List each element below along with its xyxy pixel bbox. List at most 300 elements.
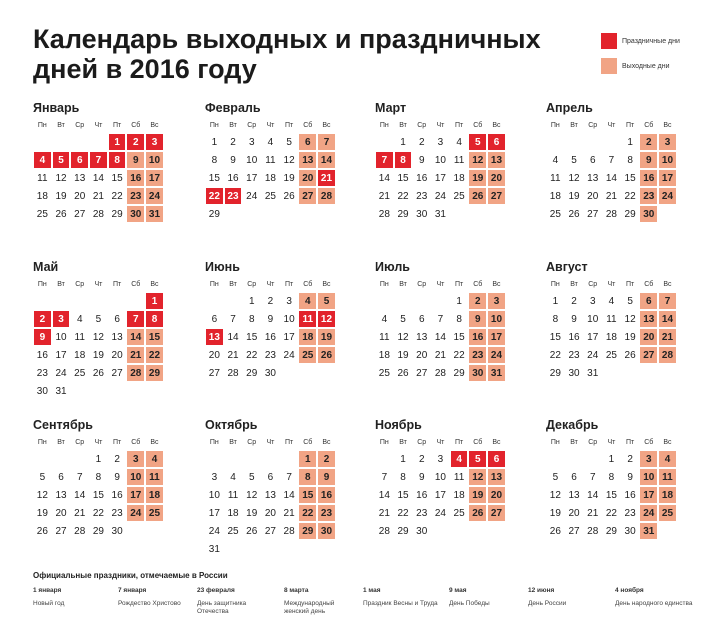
day-cell: 6 [58,471,64,483]
day-cell: 3 [248,136,255,148]
day-cell: 2 [418,453,425,465]
weekend-day-cell: 3 [639,450,658,468]
day-cell: 1 [211,136,218,148]
weekend-day-cell: 17 [487,328,506,346]
day-cell: 5 [39,471,46,483]
weekend-day-cell: 10 [126,468,145,486]
day-cell: 13 [264,489,276,501]
day-cell: 28 [92,208,104,220]
weekday-label: Чт [266,121,275,129]
weekday-label: Ср [588,280,598,288]
weekday-label: Пт [625,121,635,129]
day-cell: 19 [397,349,409,361]
weekday-label: Вт [57,438,65,446]
weekday-label: Сб [644,280,654,288]
weekday-label: Вс [150,280,159,288]
weekend-day-cell: 10 [487,310,506,328]
weekend-day-cell: 8 [298,468,317,486]
day-cell: 17 [208,507,220,519]
day-grid [33,450,183,540]
day-cell: 20 [587,190,599,202]
day-cell: 1 [456,295,462,307]
weekday-header [375,117,525,133]
day-cell: 20 [111,349,123,361]
day-cell: 12 [55,172,67,184]
weekend-swatch [601,58,617,74]
day-grid [33,133,183,223]
day-cell: 4 [267,136,274,148]
weekend-day-cell: 27 [487,187,506,205]
day-cell: 4 [608,295,615,307]
weekday-label: Сб [473,121,483,129]
holiday-item [33,587,112,608]
holiday-day-cell: 11 [298,310,317,328]
day-cell: 3 [211,471,218,483]
weekday-label: Пт [454,121,464,129]
weekday-header [375,434,525,450]
weekend-day-cell: 31 [487,364,506,382]
day-cell: 30 [416,525,428,537]
day-cell: 7 [381,471,388,483]
weekday-label: Ср [417,280,427,288]
day-cell: 15 [624,172,636,184]
day-cell: 7 [608,154,615,166]
day-cell: 22 [111,190,123,202]
day-cell: 16 [416,172,428,184]
page-title [33,24,541,84]
day-cell: 26 [36,525,48,537]
day-cell: 12 [624,313,636,325]
day-cell: 19 [92,349,104,361]
weekend-day-cell: 13 [639,310,658,328]
holiday-date: 1 мая [363,587,381,594]
weekday-label: Вс [492,121,501,129]
weekend-day-cell: 31 [639,522,658,540]
day-cell: 4 [456,136,462,148]
holiday-name: День Победы [449,600,490,607]
weekday-label: Чт [266,280,275,288]
day-cell: 20 [55,507,67,519]
weekend-day-cell: 7 [317,133,336,151]
month-name: Апрель [546,101,593,115]
title-line-1: Календарь выходных и праздничных [33,24,541,54]
weekday-label: Вс [322,438,331,446]
day-cell: 29 [397,525,409,537]
day-cell: 4 [230,471,236,483]
day-cell: 25 [36,208,48,220]
day-cell: 27 [587,208,599,220]
day-cell: 26 [568,208,580,220]
weekend-day-cell: 16 [468,328,487,346]
day-cell: 1 [248,295,255,307]
day-cell: 30 [624,525,636,537]
day-cell: 20 [416,349,428,361]
weekend-day-cell: 21 [126,346,145,364]
day-cell: 10 [434,154,446,166]
day-cell: 7 [437,313,444,325]
weekday-label: Пт [625,280,635,288]
weekend-day-cell: 18 [145,486,164,504]
day-cell: 28 [74,525,86,537]
month-6 [205,258,355,382]
day-cell: 21 [378,190,390,202]
holiday-day-cell: 6 [487,450,506,468]
weekday-label: Пт [454,438,464,446]
day-cell: 28 [587,525,599,537]
weekend-day-cell: 24 [658,187,677,205]
day-cell: 18 [36,190,48,202]
day-cell: 21 [227,349,239,361]
holiday-name: День России [528,600,567,607]
day-cell: 8 [248,313,255,325]
weekend-day-cell: 13 [298,151,317,169]
weekday-label: Чт [436,121,445,129]
weekend-day-cell: 15 [298,486,317,504]
day-cell: 30 [568,367,580,379]
day-cell: 22 [605,507,617,519]
day-cell: 21 [434,349,446,361]
footer-title: Официальные праздники, отмечаемые в России [33,571,228,580]
day-cell: 28 [283,525,295,537]
weekend-day-cell: 4 [298,292,317,310]
weekday-label: Вс [492,438,501,446]
month-4 [546,99,696,223]
weekday-label: Вс [322,121,331,129]
day-cell: 6 [267,471,274,483]
day-cell: 17 [283,331,295,343]
day-cell: 11 [265,154,276,166]
weekday-label: Ср [75,280,85,288]
holiday-date: 8 марта [284,587,309,594]
day-cell: 10 [434,471,446,483]
day-cell: 21 [605,190,617,202]
holiday-day-cell: 1 [145,292,164,310]
weekday-label: Пт [112,121,122,129]
weekend-day-cell: 23 [317,504,336,522]
weekend-day-cell: 19 [468,169,487,187]
day-cell: 9 [418,471,425,483]
day-cell: 23 [624,507,636,519]
weekend-day-cell: 16 [126,169,145,187]
holiday-day-cell: 7 [375,151,394,169]
day-cell: 24 [246,190,258,202]
day-cell: 25 [549,208,561,220]
holiday-date: 12 июня [528,587,555,594]
day-grid [546,133,696,223]
day-cell: 15 [246,331,258,343]
day-cell: 23 [416,190,428,202]
day-cell: 12 [36,489,48,501]
weekday-label: Пн [209,121,219,129]
day-cell: 16 [264,331,276,343]
weekend-day-cell: 25 [658,504,677,522]
weekend-day-cell: 19 [468,486,487,504]
weekend-day-cell: 2 [468,292,487,310]
day-cell: 1 [608,453,615,465]
weekday-label: Вт [229,280,237,288]
day-cell: 25 [453,507,465,519]
weekend-day-cell: 16 [639,169,658,187]
day-cell: 1 [627,136,633,148]
month-name: Октябрь [205,418,258,432]
day-cell: 3 [437,136,444,148]
day-grid [375,292,525,382]
weekday-label: Вс [492,280,501,288]
day-cell: 4 [552,154,559,166]
holiday-day-cell: 21 [317,169,336,187]
holiday-day-cell: 1 [108,133,127,151]
month-name: Ноябрь [375,418,422,432]
day-cell: 5 [248,471,255,483]
weekend-day-cell: 5 [317,292,336,310]
day-cell: 1 [552,295,559,307]
day-cell: 26 [55,208,67,220]
weekend-day-cell: 23 [126,187,145,205]
day-cell: 14 [605,172,617,184]
day-cell: 8 [400,471,406,483]
day-cell: 18 [605,331,617,343]
weekend-day-cell: 30 [639,205,658,223]
holiday-day-cell: 9 [33,328,52,346]
day-grid [205,292,355,382]
weekend-day-cell: 4 [145,450,164,468]
day-cell: 21 [587,507,599,519]
day-cell: 15 [92,489,104,501]
weekend-day-cell: 7 [658,292,677,310]
weekday-label: Пн [379,280,389,288]
month-9 [33,416,183,540]
weekday-label: Сб [303,438,313,446]
weekend-day-cell: 9 [126,151,145,169]
day-cell: 11 [453,154,465,166]
weekend-day-cell: 12 [468,151,487,169]
weekend-day-cell: 24 [487,346,506,364]
weekend-day-cell: 20 [487,169,506,187]
weekday-label: Пн [37,438,47,446]
day-cell: 23 [111,507,123,519]
weekday-label: Чт [436,280,445,288]
day-cell: 26 [549,525,561,537]
weekend-day-cell: 30 [468,364,487,382]
day-cell: 9 [114,471,120,483]
day-cell: 21 [283,507,295,519]
day-cell: 18 [74,349,86,361]
day-cell: 27 [568,525,580,537]
day-cell: 14 [378,489,390,501]
weekday-label: Ср [588,121,598,129]
month-name: Июнь [205,260,240,274]
day-cell: 14 [74,489,86,501]
holiday-date: 9 мая [449,587,467,594]
day-cell: 11 [74,331,85,343]
holiday-item [363,587,443,608]
holiday-day-cell: 7 [89,151,108,169]
month-3 [375,99,525,223]
weekday-label: Сб [473,280,483,288]
day-grid [375,133,525,223]
holiday-name: День народного единства [615,600,693,607]
day-cell: 24 [283,349,295,361]
weekday-label: Пт [112,280,122,288]
weekday-label: Чт [607,280,616,288]
day-cell: 5 [571,154,577,166]
day-cell: 29 [92,525,104,537]
weekend-day-cell: 3 [658,133,677,151]
day-cell: 11 [606,313,617,325]
weekday-label: Вт [229,121,237,129]
day-cell: 15 [397,489,409,501]
holiday-day-cell: 8 [108,151,127,169]
holiday-day-cell: 3 [52,310,71,328]
weekday-label: Пн [209,438,219,446]
day-grid [375,450,525,540]
day-cell: 17 [434,172,446,184]
weekday-label: Пн [550,280,560,288]
day-cell: 6 [589,154,596,166]
weekday-label: Чт [266,438,275,446]
weekday-label: Пт [625,438,635,446]
day-cell: 9 [230,154,236,166]
day-cell: 11 [550,172,561,184]
weekend-day-cell: 23 [468,346,487,364]
day-cell: 11 [453,471,465,483]
day-cell: 22 [397,507,409,519]
weekend-day-cell: 28 [317,187,336,205]
weekend-day-cell: 14 [658,310,677,328]
day-cell: 10 [283,313,295,325]
day-cell: 18 [453,172,465,184]
holiday-name: Праздник Весны и Труда [363,600,438,607]
day-cell: 8 [552,313,559,325]
weekday-label: Вт [570,121,578,129]
weekend-day-cell: 11 [145,468,164,486]
month-name: Декабрь [546,418,599,432]
day-cell: 14 [227,331,239,343]
holiday-date: 4 ноября [615,587,644,594]
day-cell: 26 [246,525,258,537]
weekday-label: Сб [644,438,654,446]
weekend-day-cell: 16 [317,486,336,504]
weekend-day-cell: 30 [317,522,336,540]
weekend-day-cell: 1 [298,450,317,468]
day-cell: 27 [416,367,428,379]
day-cell: 8 [627,154,633,166]
weekday-label: Пт [284,438,294,446]
holiday-name: День защитника Отечества [197,600,247,615]
day-grid [546,292,696,382]
day-cell: 29 [624,208,636,220]
weekday-header [205,434,355,450]
holiday-day-cell: 8 [145,310,164,328]
weekday-header [546,434,696,450]
holiday-day-cell: 2 [126,133,145,151]
legend-holiday [601,33,680,49]
day-cell: 27 [208,367,220,379]
weekday-label: Чт [94,280,103,288]
day-cell: 11 [379,331,390,343]
weekday-label: Сб [131,121,141,129]
day-cell: 27 [74,208,86,220]
weekday-label: Чт [607,438,616,446]
day-cell: 13 [587,172,599,184]
holiday-item [118,587,191,608]
day-cell: 11 [227,489,239,501]
day-cell: 2 [571,295,577,307]
weekend-day-cell: 23 [639,187,658,205]
day-cell: 1 [400,136,406,148]
day-cell: 20 [74,190,86,202]
day-cell: 26 [283,190,295,202]
day-cell: 28 [605,208,617,220]
legend [601,33,680,83]
day-cell: 29 [208,208,220,220]
legend-weekend-label: Выходные дни [622,62,670,70]
day-cell: 25 [453,190,465,202]
weekday-label: Вс [663,438,672,446]
weekend-day-cell: 17 [145,169,164,187]
weekend-day-cell: 14 [317,151,336,169]
weekend-day-cell: 4 [658,450,677,468]
month-name: Август [546,260,588,274]
day-cell: 15 [208,172,220,184]
day-cell: 25 [227,525,239,537]
month-name: Июль [375,260,410,274]
day-grid [205,450,355,559]
weekend-day-cell: 9 [468,310,487,328]
weekend-day-cell: 25 [145,504,164,522]
day-cell: 7 [286,471,292,483]
weekday-label: Вс [150,121,159,129]
day-cell: 20 [568,507,580,519]
day-cell: 22 [397,190,409,202]
weekday-label: Пн [379,121,389,129]
day-cell: 21 [378,507,390,519]
day-cell: 23 [568,349,580,361]
day-cell: 5 [400,313,406,325]
day-cell: 28 [434,367,446,379]
day-cell: 30 [111,525,123,537]
day-cell: 19 [549,507,561,519]
weekday-label: Вт [399,121,407,129]
weekend-day-cell: 14 [126,328,145,346]
weekend-day-cell: 11 [658,468,677,486]
weekday-label: Ср [75,438,85,446]
day-cell: 12 [397,331,409,343]
day-cell: 16 [416,489,428,501]
weekend-day-cell: 17 [658,169,677,187]
holiday-day-cell: 5 [468,450,487,468]
weekday-label: Пн [550,121,560,129]
weekday-label: Вс [150,438,159,446]
holiday-day-cell: 23 [224,187,243,205]
weekday-label: Чт [436,438,445,446]
weekend-day-cell: 20 [487,486,506,504]
weekday-label: Пн [379,438,389,446]
holiday-swatch [601,33,617,49]
day-cell: 15 [453,331,465,343]
day-cell: 1 [400,453,406,465]
weekday-label: Вт [570,438,578,446]
day-cell: 17 [246,172,258,184]
day-cell: 18 [549,190,561,202]
day-cell: 20 [208,349,220,361]
day-cell: 23 [416,507,428,519]
day-cell: 25 [378,367,390,379]
day-cell: 24 [434,507,446,519]
holiday-day-cell: 8 [394,151,413,169]
day-cell: 8 [456,313,462,325]
day-cell: 6 [114,313,120,325]
